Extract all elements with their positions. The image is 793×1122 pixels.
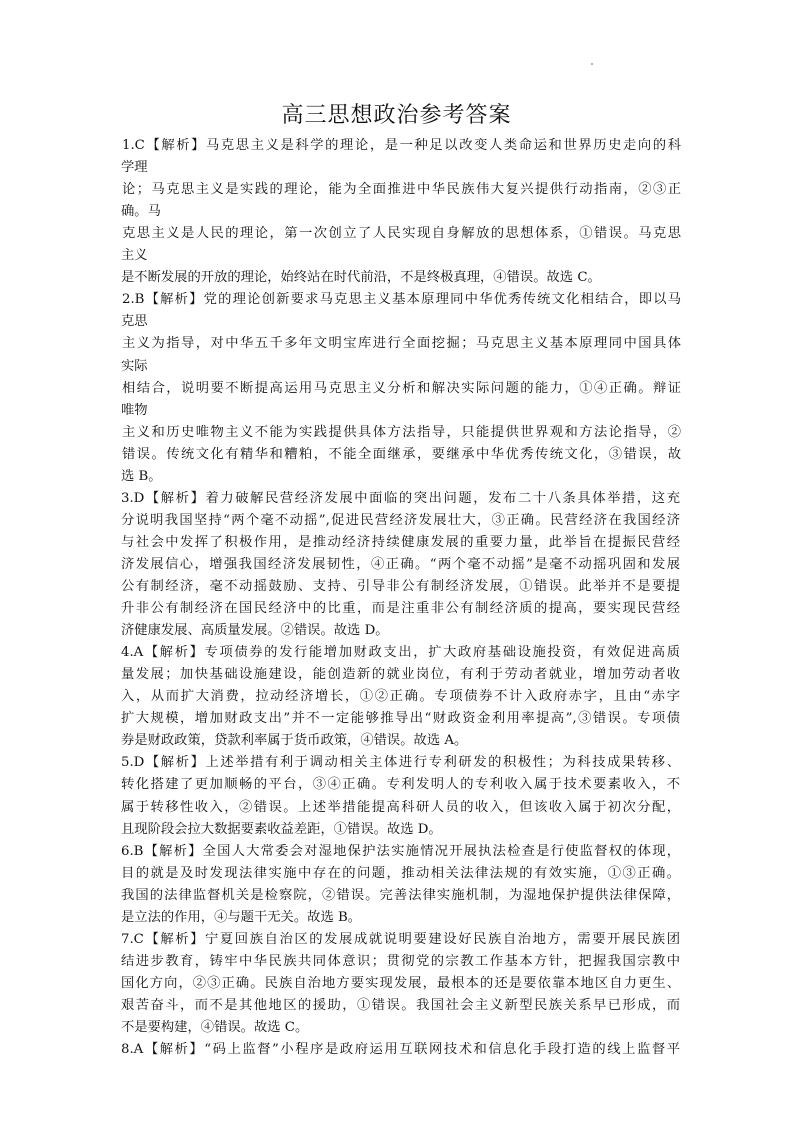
text-line: 学理 — [121, 160, 148, 176]
text-line: 主义 — [121, 248, 148, 264]
text-line: 入，从而扩大消费，拉动经济增长，①②正确。专项债券不计入政府赤字，且由“赤字 — [121, 689, 680, 705]
text-line: 1.C【解析】马克思主义是科学的理论，是一种足以改变人类命运和世界历史走向的科 — [122, 138, 681, 153]
text-line: 6.B【解析】全国人大常委会对湿地保护法实施情况开展执法检查是行使监督权的体现， — [121, 843, 680, 859]
text-line: 选 B。 — [121, 468, 162, 484]
text-line: 升非公有制经济在国民经济中的比重，而是注重非公有制经济质的提高，要实现民营经 — [121, 601, 680, 617]
text-line: 我国的法律监督机关是检察院，②错误。完善法律实施机制，为湿地保护提供法律保障， — [121, 887, 680, 903]
text-line: 结进步教育，铸牢中华民族共同体意识；贯彻党的宗教工作基本方针，把握我国宗教中 — [121, 953, 680, 969]
text-line: 济发展信心，增强我国经济发展韧性，④正确。“两个毫不动摇”是毫不动摇巩固和发展 — [121, 556, 680, 572]
text-line: 属于转移性收入，②错误。上述举措能提高科研人员的收入，但该收入属于初次分配， — [121, 799, 680, 815]
text-line: 错误。传统文化有精华和糟粕，不能全面继承，要继承中华优秀传统文化，③错误，故 — [122, 446, 681, 462]
text-line: 实际 — [121, 358, 148, 374]
text-line: 转化搭建了更加顺畅的平台，③④正确。专利发明人的专利收入属于技术要素收入，不 — [121, 777, 680, 793]
text-line: 唯物 — [121, 402, 148, 418]
text-line: 主义和历史唯物主义不能为实践提供具体方法指导，只能提供世界观和方法论指导，② — [122, 424, 681, 440]
text-line: 论；马克思主义是实践的理论，能为全面推进中华民族伟大复兴提供行动指南，②③正 — [122, 182, 681, 198]
text-line: 不是要构建，④错误。故选 C。 — [121, 1020, 309, 1035]
text-line: 国化方向，②③正确。民族自治地方要实现发展，最根本的还是要依靠本地区自力更生、 — [121, 975, 680, 991]
text-line: 2.B【解析】党的理论创新要求马克思主义基本原理同中华优秀传统文化相结合，即以马 — [122, 292, 681, 308]
text-line: 是立法的作用，④与题干无关。故选 B。 — [121, 909, 362, 925]
text-line: 确。马 — [121, 204, 161, 220]
text-line: 且现阶段会拉大数据要素收益差距，①错误。故选 D。 — [121, 821, 442, 837]
page-title: 高三思想政治参考答案 — [281, 103, 512, 128]
text-line: 是不断发展的开放的理论，始终站在时代前沿，不是终极真理，④错误。故选 C。 — [121, 270, 601, 286]
text-line: 艰苦奋斗，而不是其他地区的援助，①错误。我国社会主义新型民族关系早已形成，而 — [121, 997, 680, 1013]
text-line: 4.A【解析】专项债券的发行能增加财政支出，扩大政府基础设施投资，有效促进高质 — [121, 645, 680, 661]
text-line: 8.A【解析】“码上监督”小程序是政府运用互联网技术和信息化手段打造的线上监督平 — [121, 1042, 680, 1058]
text-line: 券是财政政策，贷款利率属于货币政策，④错误。故选 A。 — [121, 733, 468, 749]
text-line: 相结合，说明要不断提高运用马克思主义分析和解决实际问题的能力，①④正确。辩证 — [122, 380, 681, 396]
text-line: 克思 — [121, 314, 148, 330]
text-line: 济健康发展、高质量发展。②错误。故选 D。 — [121, 623, 389, 639]
text-line: 克思主义是人民的理论，第一次创立了人民实现自身解放的思想体系，①错误。马克思 — [122, 226, 681, 242]
text-line: 公有制经济，毫不动摇鼓励、支持、引导非公有制经济发展，①错误。此举并不是要提 — [121, 579, 680, 594]
text-line: 分说明我国坚持“两个毫不动摇”,促进民营经济发展壮大，③正确。民营经济在我国经济 — [121, 512, 680, 528]
text-line: 量发展；加快基础设施建设，能创造新的就业岗位，有利于劳动者就业，增加劳动者收 — [121, 667, 680, 683]
text-line: 3.D【解析】着力破解民营经济发展中面临的突出问题，发布二十八条具体举措，这充 — [121, 490, 680, 506]
text-line: 7.C【解析】宁夏回族自治区的发展成就说明要建设好民族自治地方，需要开展民族团 — [121, 931, 680, 947]
text-line: 5.D【解析】上述举措有利于调动相关主体进行专利研发的积极性；为科技成果转移、 — [121, 755, 680, 771]
text-line: 主义为指导，对中华五千多年文明宝库进行全面挖掘；马克思主义基本原理同中国具体 — [122, 336, 681, 352]
corner-mark — [591, 63, 593, 65]
text-line: 扩大规模，增加财政支出”并不一定能够推导出“财政资金利用率提高”,③错误。专项债 — [121, 711, 680, 727]
text-line: 目的就是及时发现法律实施中存在的问题，推动相关法律法规的有效实施，①③正确。 — [121, 865, 680, 881]
text-line: 与社会中发挥了积极作用，是推动经济持续健康发展的重要力量，此举旨在提振民营经 — [121, 534, 680, 550]
